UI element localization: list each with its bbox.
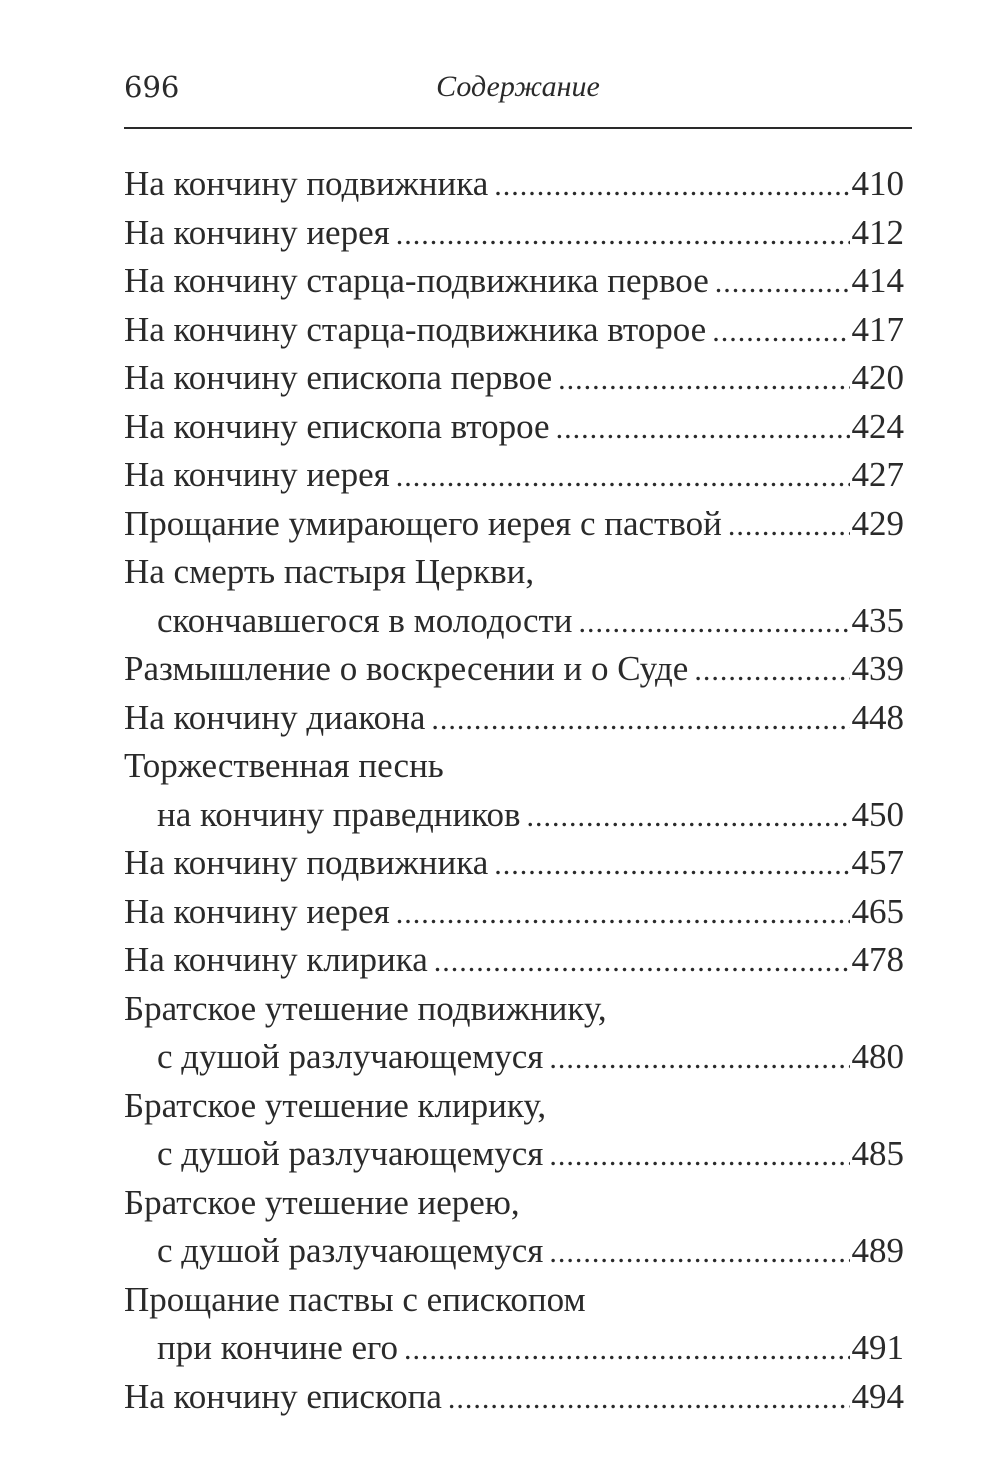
toc-page-number: 417 bbox=[851, 309, 904, 349]
toc-entry-title: На кончину иерея bbox=[124, 212, 390, 252]
dot-leader bbox=[694, 647, 849, 696]
dot-leader bbox=[712, 308, 849, 357]
dot-leader bbox=[494, 841, 849, 890]
toc-entry-title: Размышление о воскресении и о Суде bbox=[124, 649, 689, 688]
dot-leader bbox=[579, 599, 850, 648]
toc-page-number: 439 bbox=[851, 649, 904, 688]
toc-entry bbox=[124, 1276, 904, 1373]
dot-leader bbox=[396, 890, 850, 939]
toc-entry-title: при кончине его bbox=[157, 1328, 399, 1367]
toc-entry bbox=[124, 160, 904, 209]
toc-entry bbox=[124, 694, 904, 743]
toc-entry-line bbox=[124, 354, 904, 403]
toc-entry-line bbox=[124, 1179, 904, 1228]
toc-entry bbox=[124, 500, 904, 549]
toc-entry bbox=[124, 403, 904, 452]
toc-entry-title: На кончину старца-подвижника первое bbox=[124, 261, 709, 300]
toc-entry bbox=[124, 742, 904, 839]
toc-page-number: 429 bbox=[851, 503, 904, 543]
toc-entry-title: На кончину подвижника bbox=[124, 164, 489, 203]
dot-leader bbox=[404, 1326, 849, 1375]
toc-entry bbox=[124, 306, 904, 355]
header-rule bbox=[124, 127, 912, 129]
toc-entry-line bbox=[124, 548, 904, 597]
toc-entry-line bbox=[124, 1324, 904, 1373]
dot-leader bbox=[396, 211, 850, 260]
toc-entry-title: На кончину епископа bbox=[124, 1376, 442, 1416]
toc-entry-title: Прощание паствы с епископом bbox=[124, 1279, 586, 1319]
toc-entry bbox=[124, 548, 904, 645]
toc-entry-title: Прощание умирающего иерея с паствой bbox=[124, 503, 722, 543]
toc-entry bbox=[124, 645, 904, 694]
toc-entry-title: Братское утешение подвижнику, bbox=[124, 988, 607, 1028]
toc-page-number: 420 bbox=[851, 358, 904, 397]
toc-entry-title: скончавшегося в молодости bbox=[157, 600, 573, 640]
toc-entry-line bbox=[124, 645, 904, 694]
dot-leader bbox=[556, 405, 850, 454]
toc-entry-title: На кончину диакона bbox=[124, 697, 426, 737]
toc-entry-line bbox=[124, 694, 904, 743]
dot-leader bbox=[431, 696, 849, 745]
toc-entry-line bbox=[124, 1373, 904, 1422]
dot-leader bbox=[728, 502, 850, 551]
page-number: 696 bbox=[124, 70, 180, 104]
toc-page-number: 424 bbox=[851, 406, 904, 446]
toc-entry-title: На кончину епископа первое bbox=[124, 358, 553, 397]
dot-leader bbox=[434, 938, 850, 987]
toc-entry bbox=[124, 839, 904, 888]
toc-entry bbox=[124, 1373, 904, 1422]
toc-entry-line bbox=[124, 1130, 904, 1179]
toc-entry-line bbox=[124, 1082, 904, 1131]
toc-entry-title: На кончину иерея bbox=[124, 455, 390, 494]
toc-entry-title: Братское утешение клирику, bbox=[124, 1085, 547, 1125]
toc-page-number: 412 bbox=[851, 212, 904, 252]
toc-entry-title: На кончину подвижника bbox=[124, 843, 489, 882]
toc-entry-line bbox=[124, 257, 904, 306]
dot-leader bbox=[549, 1132, 849, 1181]
toc-entry-title: Братское утешение иерею, bbox=[124, 1182, 520, 1222]
toc-page-number: 448 bbox=[851, 697, 904, 737]
toc-entry-line bbox=[124, 1033, 904, 1082]
toc-entry-line bbox=[124, 1276, 904, 1325]
toc-page-number: 414 bbox=[851, 261, 904, 300]
toc-entry-line bbox=[124, 839, 904, 888]
toc-page-number: 478 bbox=[851, 940, 904, 979]
dot-leader bbox=[494, 162, 849, 211]
dot-leader bbox=[549, 1229, 849, 1278]
toc-entry bbox=[124, 888, 904, 937]
toc-page-number: 480 bbox=[851, 1037, 904, 1076]
toc-page-number: 450 bbox=[851, 794, 904, 834]
dot-leader bbox=[448, 1375, 850, 1424]
toc-page-number: 491 bbox=[851, 1328, 904, 1367]
toc-entry-title: с душой разлучающемуся bbox=[157, 1231, 544, 1270]
dot-leader bbox=[558, 356, 849, 405]
toc-page-number: 465 bbox=[851, 891, 904, 931]
toc-entry-title: На кончину старца-подвижника второе bbox=[124, 309, 707, 349]
toc-entry bbox=[124, 209, 904, 258]
toc-entry-line bbox=[124, 791, 904, 840]
toc-page-number: 457 bbox=[851, 843, 904, 882]
toc-entry-line bbox=[124, 936, 904, 985]
toc-entry-line bbox=[124, 888, 904, 937]
toc-page-number: 489 bbox=[851, 1231, 904, 1270]
toc-entry-title: с душой разлучающемуся bbox=[157, 1037, 544, 1076]
toc-entry bbox=[124, 451, 904, 500]
toc-page-number: 485 bbox=[851, 1134, 904, 1173]
page-header bbox=[124, 70, 912, 110]
toc-entry-line bbox=[124, 209, 904, 258]
toc-entry-line bbox=[124, 742, 904, 791]
toc-entry bbox=[124, 1179, 904, 1276]
dot-leader bbox=[526, 793, 849, 842]
toc-entry bbox=[124, 1082, 904, 1179]
dot-leader bbox=[396, 453, 850, 502]
toc-entry-title: На кончину клирика bbox=[124, 940, 428, 979]
toc-entry bbox=[124, 257, 904, 306]
toc-entry-line bbox=[124, 597, 904, 646]
toc-page-number: 494 bbox=[851, 1376, 904, 1416]
toc-page-number: 435 bbox=[851, 600, 904, 640]
toc-entry-title: На смерть пастыря Церкви, bbox=[124, 552, 535, 591]
toc-entry bbox=[124, 354, 904, 403]
toc-page-number: 427 bbox=[851, 455, 904, 494]
toc-entry-title: На кончину епископа второе bbox=[124, 406, 550, 446]
toc-entry-line bbox=[124, 500, 904, 549]
toc-page-number: 410 bbox=[851, 164, 904, 203]
dot-leader bbox=[549, 1035, 849, 1084]
toc-entry-title: на кончину праведников bbox=[157, 794, 521, 834]
toc-entry bbox=[124, 985, 904, 1082]
dot-leader bbox=[715, 259, 850, 308]
toc-entry-title: На кончину иерея bbox=[124, 891, 390, 931]
toc-entry-line bbox=[124, 306, 904, 355]
toc-entry-line bbox=[124, 451, 904, 500]
running-title: Содержание bbox=[436, 70, 600, 103]
toc-entry-line bbox=[124, 985, 904, 1034]
toc-entry bbox=[124, 936, 904, 985]
toc-entry-title: с душой разлучающемуся bbox=[157, 1134, 544, 1173]
toc-entry-line bbox=[124, 1227, 904, 1276]
toc-entry-title: Торжественная песнь bbox=[124, 746, 444, 785]
toc-entry-line bbox=[124, 160, 904, 209]
table-of-contents bbox=[124, 160, 904, 1421]
toc-entry-line bbox=[124, 403, 904, 452]
